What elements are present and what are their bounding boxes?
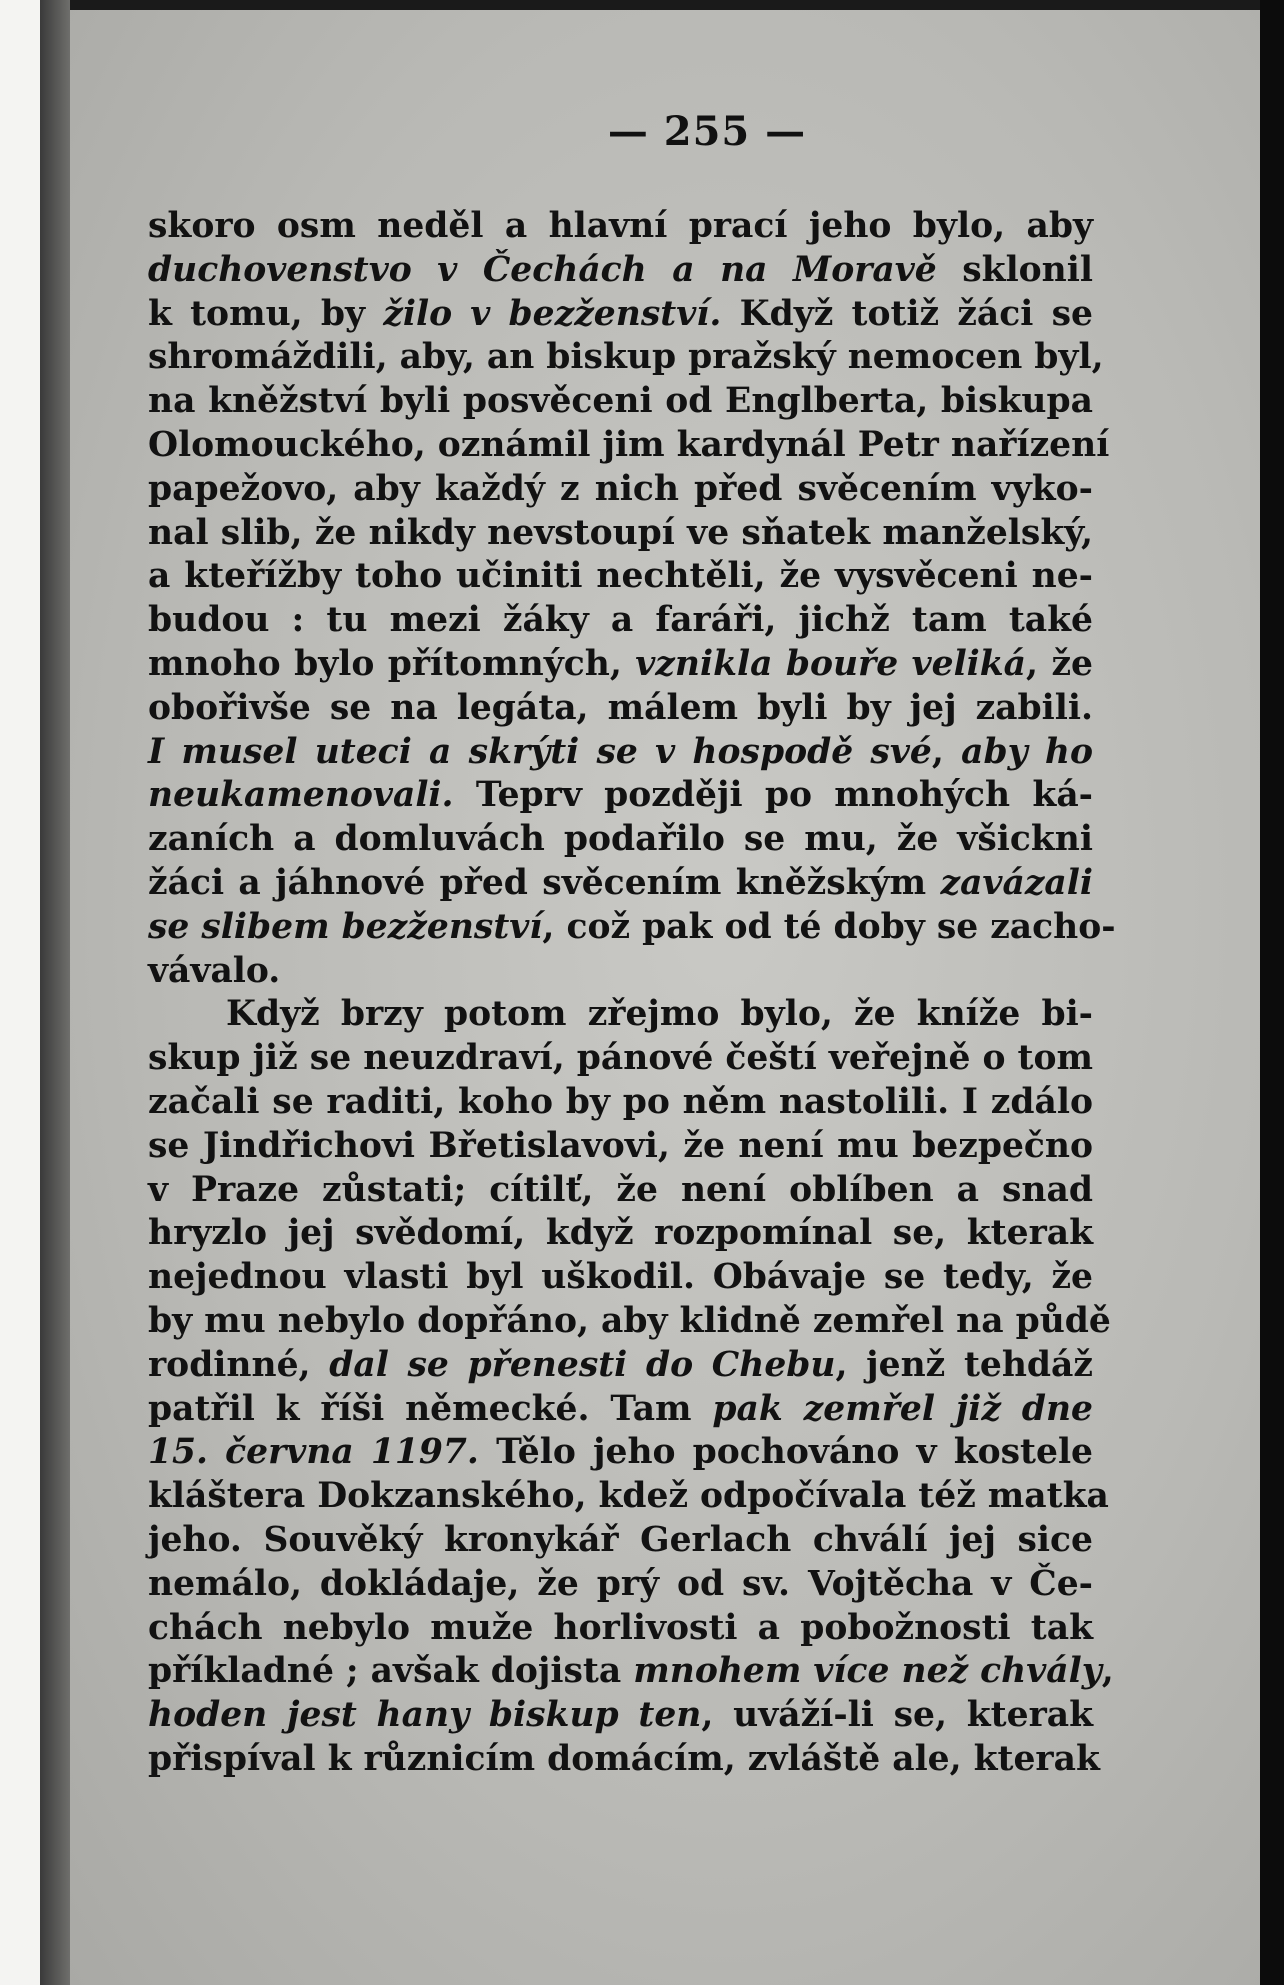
text-line: nal slib, že nikdy nevstoupí ve sňatek manželský, [148, 512, 1093, 553]
scan-right-edge [1260, 0, 1284, 1985]
text-line: kláštera Dokzanského, kdež odpočívala též matka [148, 1476, 1109, 1517]
text-line: duchovenstvo v Čechách a na Moravě sklonil [148, 249, 1093, 290]
text-line: 15. června 1197. Tělo jeho pochováno v kostele [148, 1432, 1093, 1473]
text-line: přispíval k různicím domácím, zvláště ale, kterak [148, 1738, 1100, 1779]
text-line: patřil k říši německé. Tam pak zemřel již dne [148, 1388, 1093, 1429]
text-line: chách nebylo muže horlivosti a pobožnosti tak [148, 1607, 1093, 1648]
text-line: Když brzy potom zřejmo bylo, že kníže bi- [226, 994, 1093, 1035]
text-line: papežovo, aby každý z nich před svěcením vyko- [148, 468, 1093, 509]
text-line: obořivše se na legáta, málem byli by jej zabili. [148, 687, 1093, 728]
page-gutter-shadow [40, 0, 70, 1985]
text-line: hryzlo jej svědomí, když rozpomínal se, kterak [148, 1213, 1093, 1254]
text-line: na kněžství byli posvěceni od Englberta, biskupa [148, 381, 1093, 422]
text-line: budou : tu mezi žáky a faráři, jichž tam také [148, 600, 1093, 641]
text-line: se slibem bezženství, což pak od té doby se zacho- [148, 906, 1116, 947]
text-line: skoro osm neděl a hlavní prací jeho bylo, aby [148, 206, 1093, 246]
text-line: vávalo. [148, 950, 281, 991]
page-number: — 255 — [607, 108, 807, 155]
text-line: zaních a domluvách podařilo se mu, že všickni [148, 819, 1093, 860]
text-line: neukamenovali. Teprv později po mnohých ká- [148, 775, 1093, 816]
text-line: mnoho bylo přítomných, vznikla bouře veliká, že [148, 643, 1093, 684]
text-line: I musel uteci a skrýti se v hospodě své, aby ho [148, 731, 1093, 772]
text-line: příkladné ; avšak dojista mnohem více než chvály [148, 1651, 1102, 1692]
text-line: začali se raditi, koho by po něm nastolili. I zdálo [148, 1081, 1093, 1122]
body-text [148, 205, 1116, 1782]
text-line: žáci a jáhnové před svěcením kněžským zavázali [148, 862, 1093, 903]
text-line: by mu nebylo dopřáno, aby klidně zemřel na půdě [148, 1300, 1111, 1341]
text-line: skup již se neuzdraví, pánové čeští veřejně o tom [148, 1038, 1093, 1079]
text-line: k tomu, by žilo v bezženství. Když totiž žáci se [148, 293, 1093, 334]
text-line: jeho. Souvěký kronykář Gerlach chválí jej sice [148, 1519, 1093, 1560]
text-line: rodinné, dal se přenesti do Chebu, jenž tehdáž [148, 1344, 1093, 1385]
text-line: Olomouckého, oznámil jim kardynál Petr nařízení [148, 424, 1110, 465]
text-line: nemálo, dokládaje, že prý od sv. Vojtěcha v Če- [148, 1563, 1093, 1604]
text-line: se Jindřichovi Břetislavovi, že není mu bezpečno [148, 1125, 1093, 1166]
text-line: shromáždili, aby, an biskup pražský nemocen byl, [148, 337, 1104, 378]
text-line: a kteřížby toho učiniti nechtěli, že vysvěceni ne- [148, 556, 1093, 597]
text-line: v Praze zůstati; cítilť, že není oblíben a snad [148, 1169, 1093, 1210]
text-line: nejednou vlasti byl uškodil. Obávaje se tedy, že [148, 1257, 1093, 1298]
scan-left-margin [0, 0, 40, 1985]
text-line: hoden jest hany biskup ten, uváží-li se, kterak [148, 1695, 1093, 1736]
